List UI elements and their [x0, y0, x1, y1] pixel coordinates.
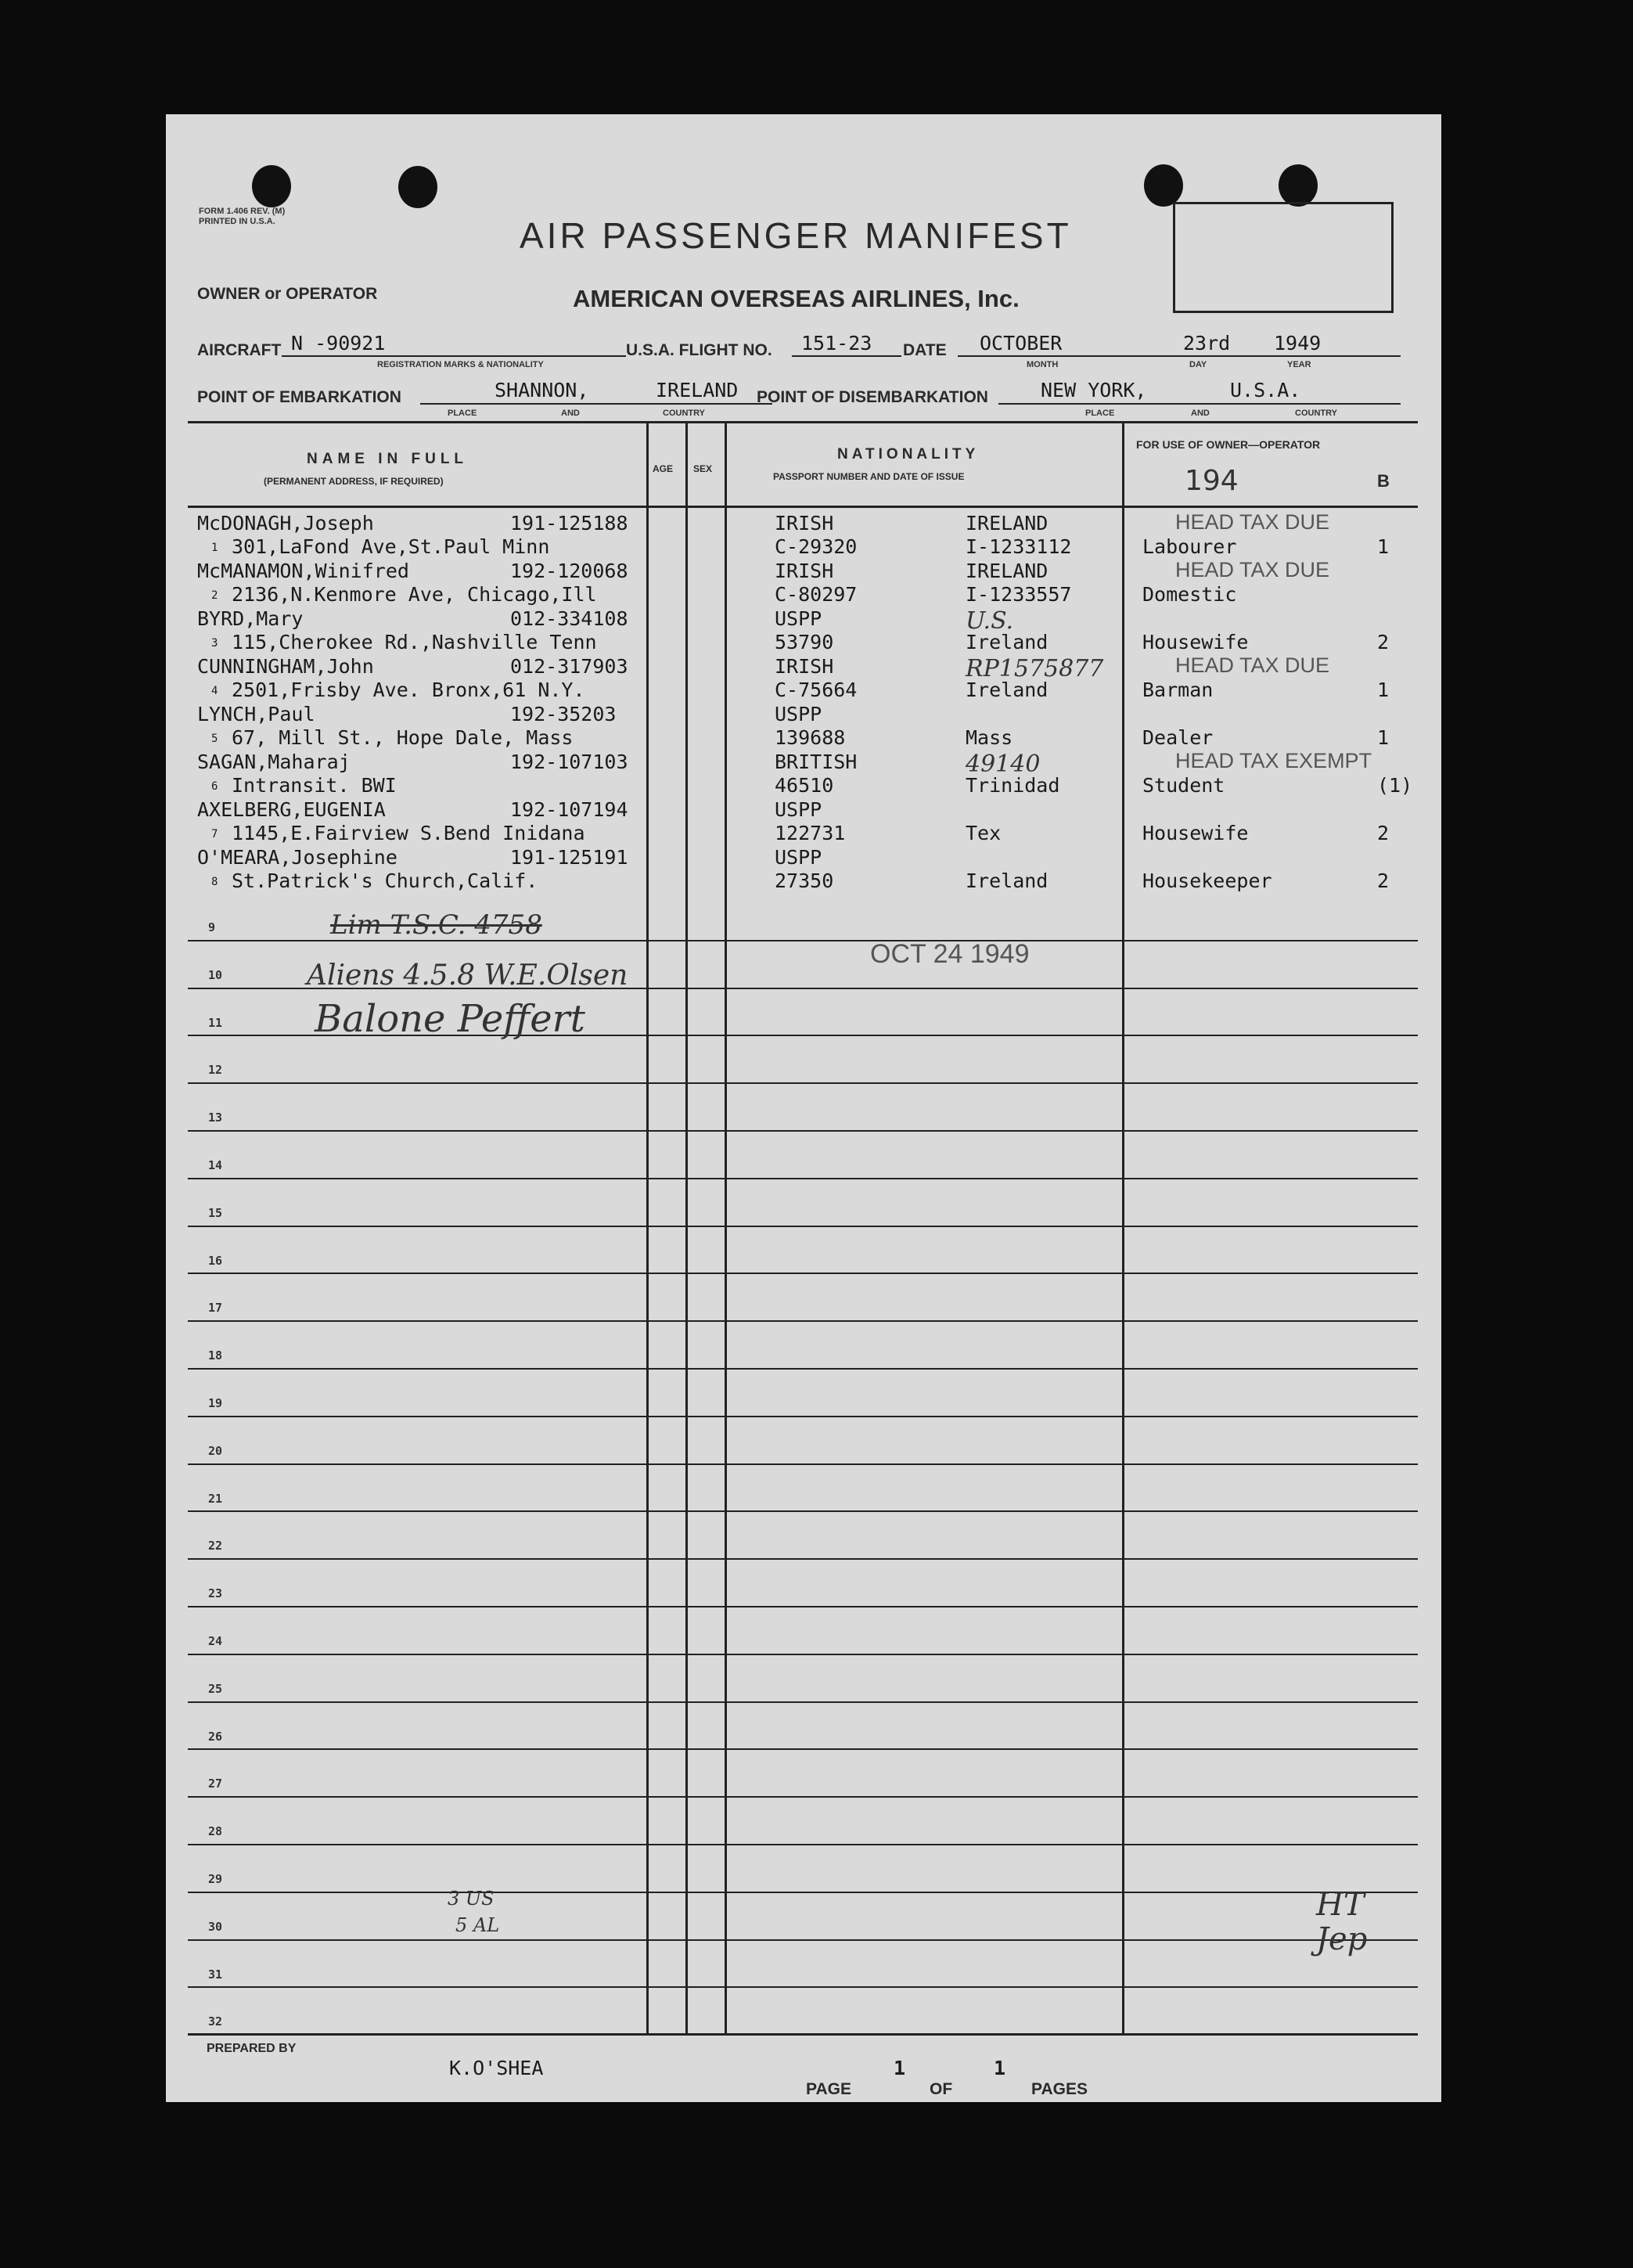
empty-row — [166, 1611, 1441, 1658]
country-label: COUNTRY — [663, 409, 705, 418]
owner-count: 1 — [1377, 679, 1390, 701]
row-number: 22 — [208, 1539, 223, 1553]
embarkation-country: IRELAND — [656, 379, 739, 401]
row-number: 1 — [211, 542, 218, 554]
nationality: IRISH — [775, 512, 834, 535]
row-number: 26 — [208, 1729, 223, 1744]
row-number: 6 — [211, 780, 218, 793]
tally-al: 5 AL — [455, 1914, 500, 1936]
head-tax-note: HEAD TAX EXEMPT — [1175, 749, 1372, 772]
row-rule — [188, 1701, 1418, 1703]
embarkation-place: SHANNON, — [495, 379, 589, 401]
row-rule — [188, 1892, 1418, 1893]
nationality-country: U.S. — [966, 607, 1014, 635]
passport-issue: I-1233112 — [966, 535, 1072, 558]
col-owner-header: FOR USE OF OWNER—OPERATOR — [1136, 438, 1321, 451]
and-label: AND — [561, 409, 580, 418]
head-tax-note: HEAD TAX DUE — [1175, 510, 1330, 534]
col-age-header: AGE — [653, 463, 674, 474]
owner-count: 2 — [1377, 822, 1390, 844]
embarkation-label: POINT OF EMBARKATION — [197, 388, 401, 406]
empty-row — [166, 1515, 1441, 1563]
passenger-row — [166, 558, 1441, 606]
passenger-name: BYRD,Mary — [197, 607, 304, 630]
row-number: 15 — [208, 1205, 223, 1220]
row-number: 8 — [211, 876, 218, 888]
passenger-id: 192-35203 — [510, 703, 617, 725]
row-rule — [188, 1416, 1418, 1417]
prepared-by-label: PREPARED BY — [207, 2042, 297, 2055]
country-label-2: COUNTRY — [1295, 409, 1337, 418]
empty-row — [166, 1420, 1441, 1468]
passenger-name: SAGAN,Maharaj — [197, 751, 351, 773]
passport-number: 27350 — [775, 869, 834, 892]
row-number: 11 — [208, 1015, 223, 1030]
passport-number: C-29320 — [775, 535, 858, 558]
row-number: 23 — [208, 1586, 223, 1601]
passport-issue: Trinidad — [966, 774, 1060, 797]
office-stamp-box — [1173, 202, 1394, 313]
empty-row — [166, 1944, 1441, 1992]
nationality: USPP — [775, 846, 822, 869]
owner-count: (1) — [1377, 774, 1413, 797]
empty-row — [166, 1135, 1441, 1183]
nationality: IRISH — [775, 560, 834, 582]
row-number: 9 — [208, 920, 216, 934]
row-number: 4 — [211, 685, 218, 697]
row-rule — [188, 1606, 1418, 1607]
nationality: USPP — [775, 798, 822, 821]
nationality-country: IRELAND — [966, 512, 1049, 535]
row-number: 30 — [208, 1919, 223, 1934]
page-total: 1 — [994, 2057, 1006, 2079]
row-number: 17 — [208, 1301, 223, 1316]
head-tax-note: HEAD TAX DUE — [1175, 653, 1330, 677]
passenger-row — [166, 749, 1441, 797]
passenger-id: 012-317903 — [510, 655, 628, 678]
passenger-address: 115,Cherokee Rd.,Nashville Tenn — [232, 631, 597, 653]
page-number: 1 — [894, 2057, 906, 2079]
passenger-id: 191-125188 — [510, 512, 628, 535]
passenger-id: 192-120068 — [510, 560, 628, 582]
row-number: 12 — [208, 1063, 223, 1078]
handwritten-note-row9: Lim T.S.C. 4758 — [330, 909, 542, 941]
passenger-name: McMANAMON,Winifred — [197, 560, 409, 582]
passenger-address: 67, Mill St., Hope Dale, Mass — [232, 726, 574, 749]
row-number: 25 — [208, 1681, 223, 1696]
flight-no-label: U.S.A. FLIGHT NO. — [626, 341, 772, 359]
row-rule — [188, 1986, 1418, 1988]
occupation: Dealer — [1142, 726, 1214, 749]
empty-row — [166, 1896, 1441, 1944]
nationality: BRITISH — [775, 751, 858, 773]
passport-issue: I-1233557 — [966, 583, 1072, 606]
passport-issue: Ireland — [966, 869, 1049, 892]
year-value: 1949 — [1274, 332, 1322, 355]
row-rule — [188, 1082, 1418, 1084]
passenger-address: 2136,N.Kenmore Ave, Chicago,Ill — [232, 583, 597, 606]
day-value: 23rd — [1183, 332, 1231, 355]
handwritten-note-row10: Aliens 4.5.8 W.E.Olsen — [307, 959, 628, 992]
col-name-header: NAME IN FULL — [307, 451, 469, 467]
passport-issue: Ireland — [966, 631, 1049, 653]
row-number: 29 — [208, 1872, 223, 1886]
row-number: 2 — [211, 589, 218, 602]
row-number: 14 — [208, 1158, 223, 1172]
handwritten-initials: HT Jep — [1316, 1887, 1368, 1957]
date-stamp: OCT 24 1949 — [870, 939, 1030, 969]
passenger-address: 1145,E.Fairview S.Bend Inidana — [232, 822, 585, 844]
row-rule — [188, 1796, 1418, 1798]
passport-number: C-75664 — [775, 679, 858, 701]
row-rule — [188, 1510, 1418, 1512]
empty-row — [166, 1753, 1441, 1801]
punch-hole — [1144, 164, 1183, 207]
empty-row — [166, 1183, 1441, 1230]
aircraft-label: AIRCRAFT — [197, 341, 282, 359]
page-title: AIR PASSENGER MANIFEST — [520, 215, 1072, 256]
punch-hole — [398, 166, 437, 208]
empty-row — [166, 1849, 1441, 1896]
disembarkation-place: NEW YORK, — [1041, 379, 1147, 401]
col-name-subheader: (PERMANENT ADDRESS, IF REQUIRED) — [264, 476, 444, 487]
occupation: Barman — [1142, 679, 1214, 701]
month-value: OCTOBER — [980, 332, 1063, 355]
date-label: DATE — [903, 341, 947, 359]
empty-row — [166, 1563, 1441, 1611]
empty-row — [166, 1468, 1441, 1516]
nationality-country: 49140 — [966, 751, 1041, 778]
owner-count: 2 — [1377, 631, 1390, 653]
page-label: PAGE — [806, 2080, 851, 2098]
row-number: 32 — [208, 2014, 223, 2029]
row-number: 27 — [208, 1777, 223, 1791]
passenger-row — [166, 844, 1441, 892]
empty-row — [166, 1991, 1441, 2039]
flight-no-value: 151-23 — [801, 332, 872, 355]
passport-number: 53790 — [775, 631, 834, 653]
occupation: Domestic — [1142, 583, 1237, 606]
row-number: 20 — [208, 1443, 223, 1458]
nationality: IRISH — [775, 655, 834, 678]
disembarkation-country: U.S.A. — [1230, 379, 1301, 401]
place-label-2: PLACE — [1085, 409, 1115, 418]
row-number: 7 — [211, 828, 218, 841]
passenger-id: 192-107103 — [510, 751, 628, 773]
owner-col-letter: B — [1377, 471, 1390, 491]
owner-operator-value: AMERICAN OVERSEAS AIRLINES, Inc. — [573, 285, 1020, 312]
passenger-name: McDONAGH,Joseph — [197, 512, 374, 535]
row-number: 31 — [208, 1967, 223, 1982]
passport-number: 122731 — [775, 822, 846, 844]
row-rule — [188, 1939, 1418, 1941]
passenger-address: 2501,Frisby Ave. Bronx,61 N.Y. — [232, 679, 585, 701]
of-label: OF — [930, 2080, 953, 2098]
passport-issue: Tex — [966, 822, 1002, 844]
nationality: USPP — [775, 703, 822, 725]
passenger-row — [166, 701, 1441, 749]
passport-issue: Mass — [966, 726, 1013, 749]
pages-label: PAGES — [1031, 2080, 1088, 2098]
row-number: 21 — [208, 1491, 223, 1506]
row-number: 28 — [208, 1824, 223, 1839]
passenger-id: 012-334108 — [510, 607, 628, 630]
passenger-name: CUNNINGHAM,John — [197, 655, 374, 678]
tally-us: 3 US — [448, 1888, 495, 1910]
passenger-address: St.Patrick's Church,Calif. — [232, 869, 538, 892]
passport-number: 139688 — [775, 726, 846, 749]
passenger-name: O'MEARA,Josephine — [197, 846, 397, 869]
row-number: 10 — [208, 967, 223, 982]
occupation: Housekeeper — [1142, 869, 1272, 892]
row-rule — [188, 1130, 1418, 1132]
empty-row — [166, 1373, 1441, 1420]
row-rule — [188, 1178, 1418, 1179]
col-nat-header: NATIONALITY — [837, 446, 980, 463]
owner-count: 1 — [1377, 726, 1390, 749]
passenger-id: 192-107194 — [510, 798, 628, 821]
row-number: 18 — [208, 1348, 223, 1363]
empty-row — [166, 1277, 1441, 1325]
empty-row — [166, 1087, 1441, 1135]
nationality: USPP — [775, 607, 822, 630]
and-label-2: AND — [1191, 409, 1210, 418]
row-rule — [188, 1558, 1418, 1560]
passenger-row — [166, 797, 1441, 844]
occupation: Labourer — [1142, 535, 1237, 558]
passport-issue: Ireland — [966, 679, 1049, 701]
passport-number: C-80297 — [775, 583, 858, 606]
passenger-address: 301,LaFond Ave,St.Paul Minn — [232, 535, 550, 558]
col-sex-header: SEX — [693, 463, 713, 474]
row-number: 19 — [208, 1396, 223, 1410]
month-label: MONTH — [1027, 360, 1059, 369]
row-rule — [188, 1748, 1418, 1750]
aircraft-value: N -90921 — [291, 332, 386, 355]
occupation: Housewife — [1142, 822, 1249, 844]
row-rule — [188, 1463, 1418, 1465]
row-rule — [188, 1226, 1418, 1227]
row-rule — [188, 1368, 1418, 1370]
passenger-id: 191-125191 — [510, 846, 628, 869]
disembarkation-label: POINT OF DISEMBARKATION — [757, 388, 988, 406]
empty-row — [166, 1230, 1441, 1278]
reg-marks-label: REGISTRATION MARKS & NATIONALITY — [377, 360, 544, 369]
owner-count: 1 — [1377, 535, 1390, 558]
empty-row — [166, 1706, 1441, 1754]
year-label: YEAR — [1287, 360, 1311, 369]
occupation: Student — [1142, 774, 1225, 797]
owner-count: 2 — [1377, 869, 1390, 892]
nationality-country: RP1575877 — [966, 655, 1104, 682]
row-number: 24 — [208, 1634, 223, 1648]
passenger-address: Intransit. BWI — [232, 774, 397, 797]
occupation: Housewife — [1142, 631, 1249, 653]
passenger-row — [166, 653, 1441, 701]
row-number: 5 — [211, 733, 218, 745]
row-rule — [188, 1654, 1418, 1655]
passenger-row — [166, 510, 1441, 558]
row-rule — [188, 1273, 1418, 1274]
passenger-row — [166, 606, 1441, 653]
head-tax-note: HEAD TAX DUE — [1175, 558, 1330, 581]
place-label: PLACE — [448, 409, 477, 418]
empty-row — [166, 1325, 1441, 1373]
manifest-sheet — [166, 114, 1441, 2102]
col-nat-subheader: PASSPORT NUMBER AND DATE OF ISSUE — [773, 471, 965, 482]
punch-hole — [1279, 164, 1318, 207]
prepared-by-value: K.O'SHEA — [449, 2057, 544, 2079]
handwritten-signature: Balone Peffert — [315, 997, 585, 1041]
passenger-name: LYNCH,Paul — [197, 703, 315, 725]
nationality-country: IRELAND — [966, 560, 1049, 582]
owner-operator-label: OWNER or OPERATOR — [197, 285, 378, 303]
empty-row — [166, 1801, 1441, 1849]
form-code: FORM 1.406 REV. (M) PRINTED IN U.S.A. — [199, 207, 286, 226]
punch-hole — [252, 165, 291, 207]
empty-row — [166, 1039, 1441, 1087]
empty-row — [166, 1658, 1441, 1706]
row-number: 3 — [211, 637, 218, 650]
row-number: 16 — [208, 1253, 223, 1268]
passenger-name: AXELBERG,EUGENIA — [197, 798, 386, 821]
owner-col-number: 194 — [1185, 465, 1239, 497]
row-number: 13 — [208, 1111, 223, 1125]
day-label: DAY — [1189, 360, 1207, 369]
row-rule — [188, 1320, 1418, 1322]
row-rule — [188, 1844, 1418, 1845]
passport-number: 46510 — [775, 774, 834, 797]
